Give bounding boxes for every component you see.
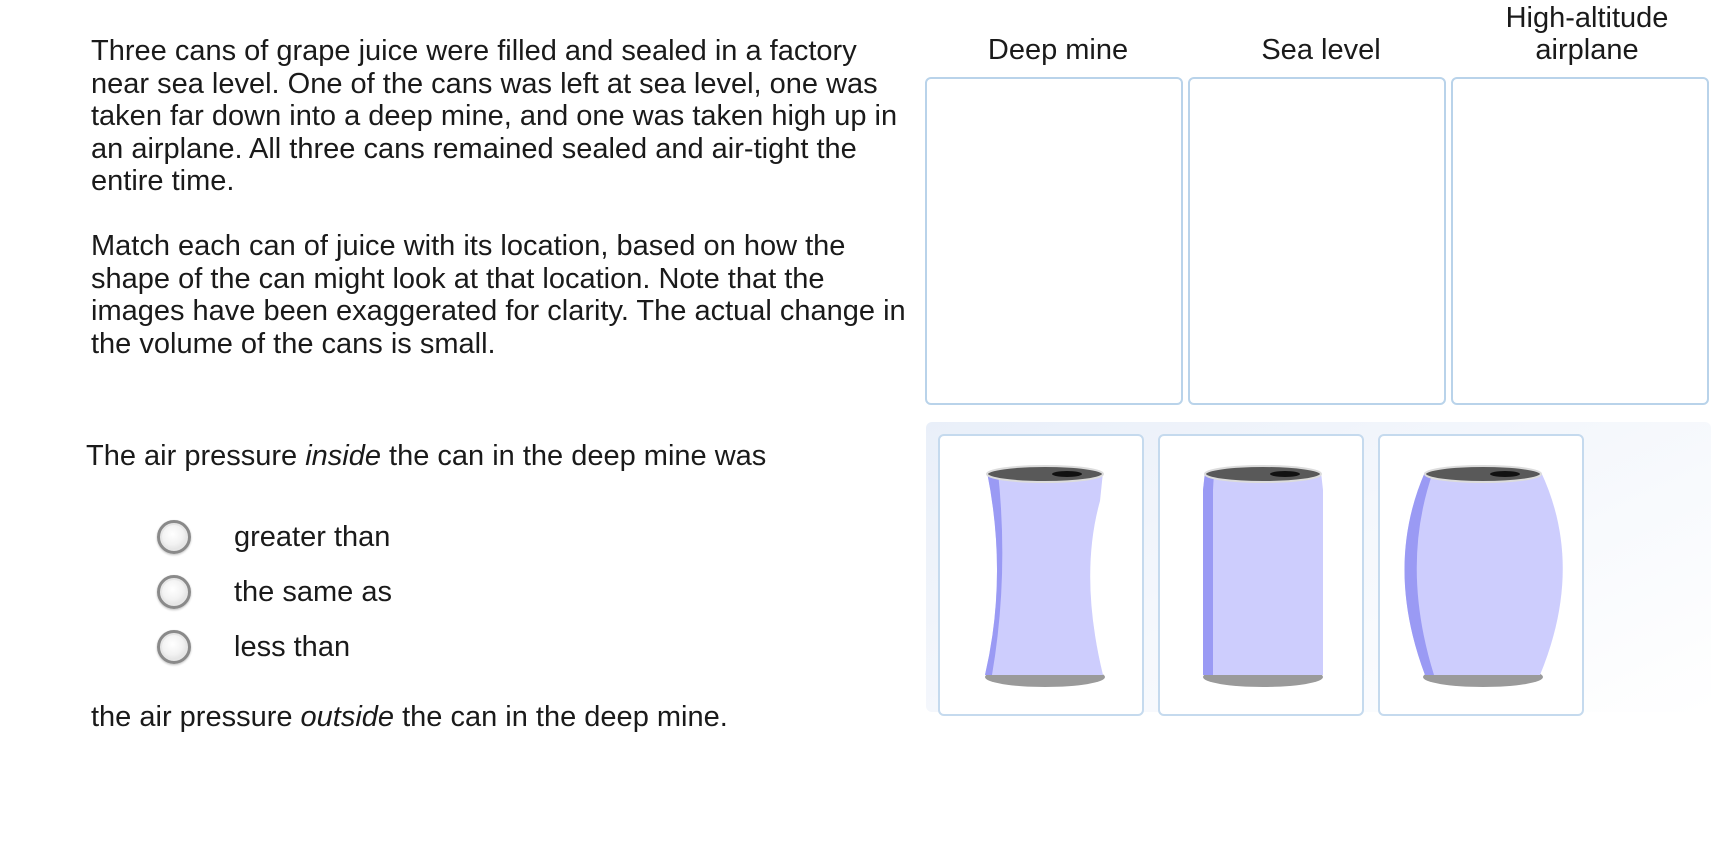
radio-button-icon[interactable] <box>157 520 191 554</box>
end-emphasis: outside <box>300 701 395 733</box>
intro-paragraph-2: Match each can of juice with its location, based on how the shape of the can might look at that location. Note that the images have been exaggerated for clarity. The actual change in the volume of the cans is small. <box>91 230 906 360</box>
normal-can-icon <box>1160 436 1366 718</box>
option-label: the same as <box>234 575 392 608</box>
end-text-start: the air pressure <box>91 701 301 733</box>
drop-zone-deep-mine[interactable] <box>925 77 1183 405</box>
drop-zone-high-altitude[interactable] <box>1451 77 1709 405</box>
bulging-can-icon <box>1380 436 1586 718</box>
column-header-deep-mine: Deep mine <box>987 34 1129 66</box>
intro-paragraph-1: Three cans of grape juice were filled and sealed in a factory near sea level. One of the cans was left at sea level, one was taken far down into a deep mine, and one was taken high up in an airplane. All three cans remained sealed and air-tight the entire time. <box>91 35 898 198</box>
end-text-rest: the can in the deep mine. <box>394 701 728 733</box>
drop-zone-sea-level[interactable] <box>1188 77 1446 405</box>
option-label: greater than <box>234 520 391 553</box>
radio-button-icon[interactable] <box>157 630 191 664</box>
option-label: less than <box>234 630 351 663</box>
question-prompt <box>86 440 766 473</box>
prompt-emphasis: inside <box>305 440 381 472</box>
radio-button-icon[interactable] <box>157 575 191 609</box>
draggable-can-bulging[interactable] <box>1378 434 1584 716</box>
draggable-can-concave[interactable] <box>938 434 1144 716</box>
prompt-text-rest: the can in the deep mine was <box>380 440 767 472</box>
column-header-high-altitude: High-altitude airplane <box>1505 2 1669 66</box>
option-the-same-as[interactable] <box>157 572 392 612</box>
column-header-sea-level: Sea level <box>1261 34 1381 66</box>
draggable-can-normal[interactable] <box>1158 434 1364 716</box>
option-greater-than[interactable] <box>157 517 390 557</box>
question-prompt-end <box>91 701 728 734</box>
concave-can-icon <box>940 436 1146 718</box>
prompt-text-start: The air pressure <box>86 440 306 472</box>
option-less-than[interactable] <box>157 627 350 667</box>
